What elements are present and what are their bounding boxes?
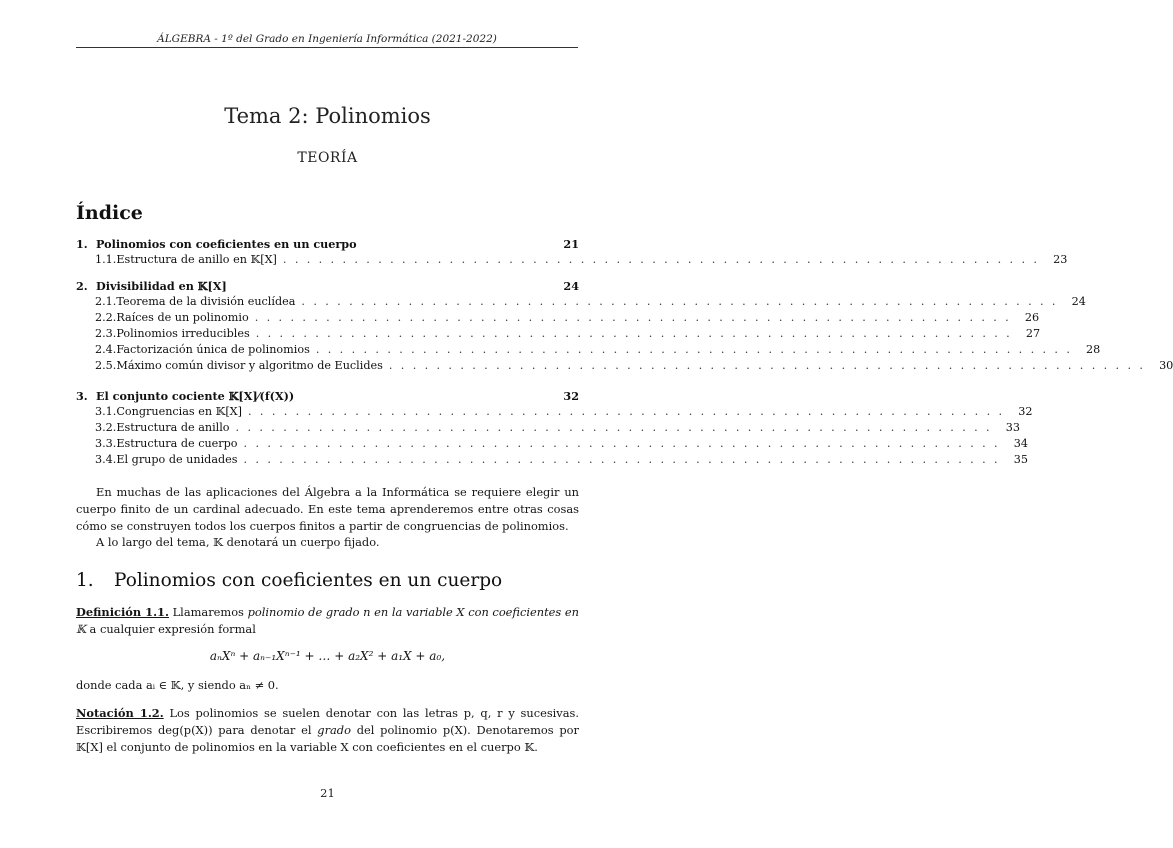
running-head: ÁLGEBRA - 1º del Grado en Ingeniería Informática (2021-2022): [157, 33, 497, 45]
table-of-contents: [76, 236, 1173, 468]
toc-item[interactable]: [76, 420, 1020, 436]
document-subtitle: TEORÍA: [297, 150, 358, 166]
toc-leader: . . . . . . . . . . . . . . . . . . . . . . . . . . . . . . . . . . . . . . . . . . . . . . . . . . . . . . . . . . . . . . . .: [301, 295, 1058, 308]
toc-item-title: Raíces de un polinomio: [116, 311, 249, 324]
definition-term: polinomio de grado n en la variable X con coeficientes en 𝕂: [76, 605, 580, 636]
toc-leader: . . . . . . . . . . . . . . . . . . . . . . . . . . . . . . . . . . . . . . . . . . . . . . . . . . . . . . . . . . . . . . . .: [254, 311, 1012, 324]
toc-page-number: 23: [1053, 253, 1068, 266]
toc-item-number: 2.4.: [95, 343, 117, 356]
toc-item-title: Estructura de anillo en 𝕂[X]: [116, 253, 277, 266]
header-rule: [76, 47, 578, 48]
definition-label: Definición 1.1.: [76, 605, 169, 619]
section-heading: [76, 570, 502, 591]
page-number: 21: [320, 786, 335, 800]
toc-item-number: 2.1.: [95, 295, 117, 308]
toc-page-number: 21: [563, 237, 579, 251]
toc-item-number: 3.1.: [95, 405, 117, 418]
toc-section-number: 1.: [76, 237, 88, 251]
section-number: 1.: [76, 570, 94, 591]
definition-text-a: Llamaremos: [168, 605, 248, 619]
polynomial-formula: aₙXⁿ + aₙ₋₁Xⁿ⁻¹ + … + a₂X² + a₁X + a₀,: [209, 649, 446, 663]
notation-text-b: del polinomio p(X). Denotaremos por 𝕂[X] el conjunto de polinomios en la variable X con coeficientes en el cuerpo 𝕂.: [76, 723, 579, 754]
toc-heading: Índice: [76, 202, 143, 224]
notation-term: grado: [317, 723, 351, 737]
notation-text-a: Los polinomios se suelen denotar con las letras p, q, r y sucesivas. Escribiremos deg(p(X)) para denotar el: [76, 706, 579, 737]
toc-item[interactable]: [76, 326, 1041, 342]
toc-item-title: Estructura de anillo: [116, 421, 230, 434]
intro-paragraph: En muchas de las aplicaciones del Álgebra a la Informática se requiere elegir un cuerpo finito de un cardinal adecuado. En este tema aprenderemos entre otras cosas cómo se construyen todos los cuerpos finitos a partir de congruencias de polinomios.: [76, 485, 579, 533]
toc-page-number: 24: [1071, 295, 1086, 308]
toc-item-number: 3.3.: [95, 437, 117, 450]
notation-block: [76, 705, 579, 756]
toc-item-title: Teorema de la división euclídea: [116, 295, 296, 308]
toc-item[interactable]: [76, 294, 1086, 310]
toc-item[interactable]: [76, 404, 1033, 420]
toc-section-title: Polinomios con coeficientes en un cuerpo: [96, 237, 357, 251]
section-title: Polinomios con coeficientes en un cuerpo: [114, 570, 503, 591]
toc-item[interactable]: [76, 310, 1040, 326]
toc-item-number: 2.3.: [95, 327, 117, 340]
toc-page-number: 27: [1025, 327, 1041, 340]
toc-page-number: 33: [1005, 421, 1020, 434]
toc-page-number: 34: [1013, 437, 1028, 450]
notation-label: Notación 1.2.: [76, 706, 164, 720]
toc-section[interactable]: [76, 278, 579, 294]
toc-item-number: 3.2.: [95, 421, 117, 434]
toc-item-number: 2.5.: [95, 359, 117, 372]
toc-section-title: Divisibilidad en 𝕂[X]: [96, 279, 227, 293]
toc-section[interactable]: [76, 236, 579, 252]
toc-item[interactable]: [76, 436, 1028, 452]
toc-item-title: Factorización única de polinomios: [116, 343, 310, 356]
toc-page-number: 32: [563, 389, 579, 403]
toc-section[interactable]: [76, 388, 579, 404]
toc-leader: . . . . . . . . . . . . . . . . . . . . . . . . . . . . . . . . . . . . . . . . . . . . . . . . . . . . . . . . . . . . . . . .: [388, 359, 1146, 372]
toc-leader: . . . . . . . . . . . . . . . . . . . . . . . . . . . . . . . . . . . . . . . . . . . . . . . . . . . . . . . . . . . . . . . .: [248, 405, 1005, 418]
toc-leader: . . . . . . . . . . . . . . . . . . . . . . . . . . . . . . . . . . . . . . . . . . . . . . . . . . . . . . . . . . . . . . . .: [243, 437, 1000, 450]
toc-item[interactable]: [76, 252, 1068, 268]
toc-item-title: Máximo común divisor y algoritmo de Euclides: [116, 359, 383, 372]
document-title: Tema 2: Polinomios: [224, 104, 431, 128]
toc-item-number: 1.1.: [95, 253, 117, 266]
toc-item-title: Polinomios irreducibles: [116, 327, 250, 340]
toc-leader: . . . . . . . . . . . . . . . . . . . . . . . . . . . . . . . . . . . . . . . . . . . . . . . . . . . . . . . . . . . . . . . .: [255, 327, 1013, 340]
toc-leader: . . . . . . . . . . . . . . . . . . . . . . . . . . . . . . . . . . . . . . . . . . . . . . . . . . . . . . . . . . . . . . . .: [282, 253, 1040, 266]
toc-section-number: 2.: [76, 279, 88, 293]
toc-leader: . . . . . . . . . . . . . . . . . . . . . . . . . . . . . . . . . . . . . . . . . . . . . . . . . . . . . . . . . . . . . . . .: [315, 343, 1073, 356]
toc-leader: . . . . . . . . . . . . . . . . . . . . . . . . . . . . . . . . . . . . . . . . . . . . . . . . . . . . . . . . . . . . . . . .: [243, 453, 1000, 466]
definition-conclusion: donde cada aᵢ ∈ 𝕂, y siendo aₙ ≠ 0.: [76, 678, 279, 692]
toc-item-title: Estructura de cuerpo: [116, 437, 238, 450]
toc-item[interactable]: [76, 358, 1173, 374]
toc-item-number: 2.2.: [95, 311, 117, 324]
toc-page-number: 32: [1018, 405, 1033, 418]
toc-page-number: 35: [1013, 453, 1028, 466]
toc-section-number: 3.: [76, 389, 88, 403]
toc-page-number: 28: [1086, 343, 1101, 356]
toc-page-number: 24: [563, 279, 579, 293]
intro-paragraph-2: A lo largo del tema, 𝕂 denotará un cuerpo fijado.: [96, 535, 380, 549]
toc-section-title: El conjunto cociente 𝕂[X]⁄(f(X)): [96, 389, 295, 403]
toc-item[interactable]: [76, 342, 1101, 358]
toc-item[interactable]: [76, 452, 1028, 468]
toc-item-title: El grupo de unidades: [116, 453, 238, 466]
toc-item-title: Congruencias en 𝕂[X]: [116, 405, 243, 418]
definition-text-b: a cualquier expresión formal: [85, 622, 256, 636]
definition-block: [76, 604, 579, 638]
toc-item-number: 3.4.: [95, 453, 117, 466]
toc-page-number: 30: [1159, 359, 1173, 372]
toc-leader: . . . . . . . . . . . . . . . . . . . . . . . . . . . . . . . . . . . . . . . . . . . . . . . . . . . . . . . . . . . . . . . .: [235, 421, 992, 434]
toc-page-number: 26: [1024, 311, 1040, 324]
